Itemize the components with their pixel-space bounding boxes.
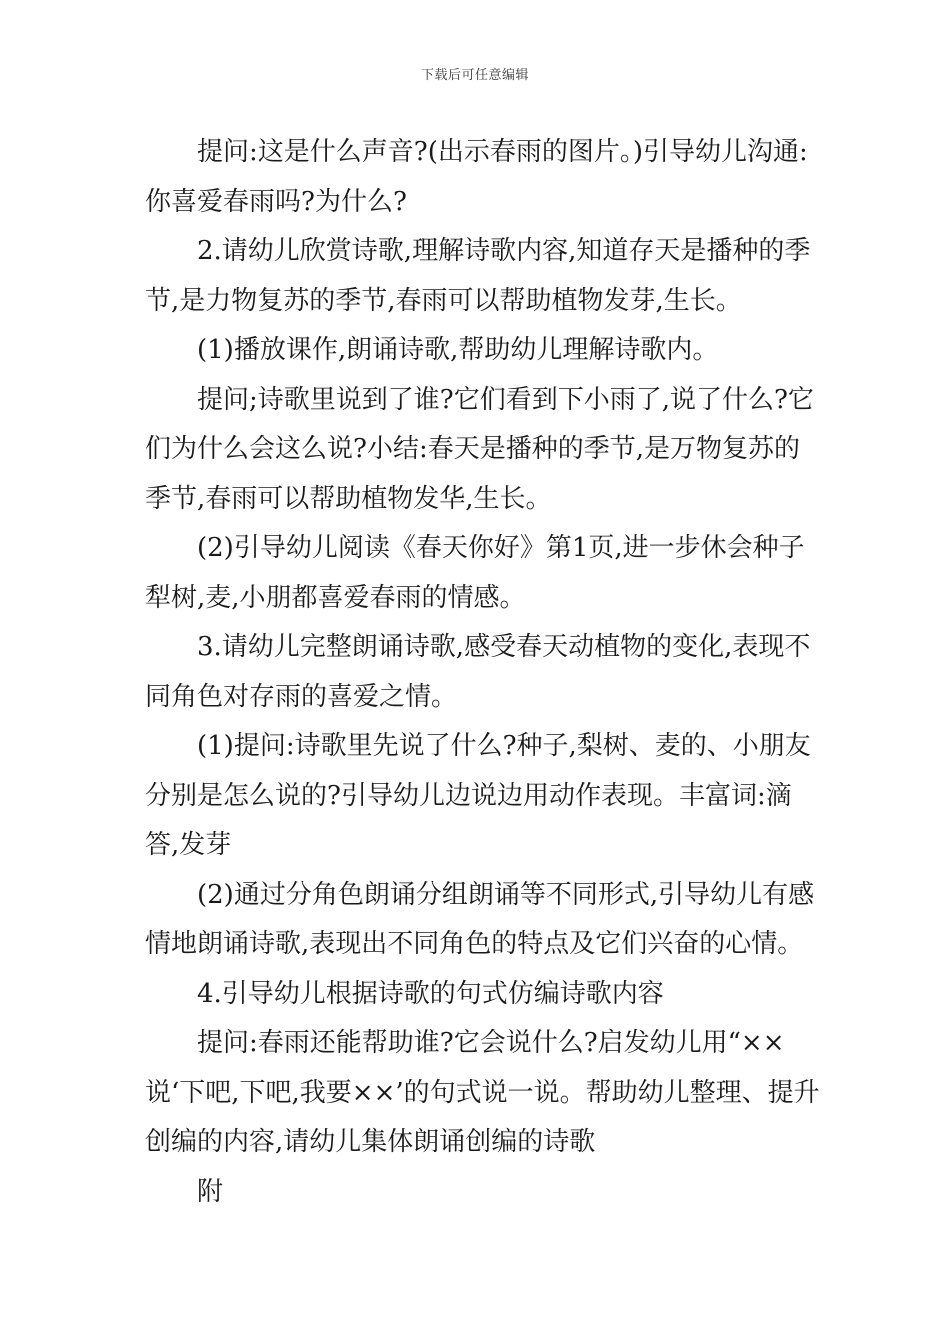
paragraph-step-3-2: (2)通过分角色朗诵分组朗诵等不同形式,引导幼儿有感情地朗诵诗歌,表现出不同角色的特点及它们兴奋的心情。 [145, 879, 815, 959]
paragraph-step-3: 3.请幼儿完整朗诵诗歌,感受春天动植物的变化,表现不同角色对存雨的喜爱之情。 [145, 632, 811, 712]
paragraph-step-3-1: (1)提问:诗歌里先说了什么?种子,梨树、麦的、小朋友分别是怎么说的?引导幼儿边说边用动作表现。丰富词:滴答,发芽 [145, 731, 811, 860]
page-header: 下载后可任意编辑 [420, 68, 529, 83]
paragraph-question-2: 提问;诗歌里说到了谁?它们看到下小雨了,说了什么?它们为什么会这么说?小结:春天是播种的季节,是万物复苏的季节,春雨可以帮助植物发华,生长。 [145, 384, 814, 514]
paragraph-step-2-1: (1)播放课作,朗诵诗歌,帮助幼儿理解诗歌内。 [197, 335, 719, 365]
paragraph-question-1: 提问:这是什么声音?(出示春雨的图片。)引导幼儿沟通:你喜爱春雨吗?为什么? [145, 137, 808, 217]
paragraph-step-2-2: (2)引导幼儿阅读《春天你好》第1页,进一步休会种子犁树,麦,小朋都喜爱春雨的情感。 [145, 533, 805, 613]
paragraph-step-4: 4.引导幼儿根据诗歌的句式仿编诗歌内容 [197, 978, 664, 1009]
document-body [145, 128, 825, 1217]
paragraph-appendix: 附 [197, 1176, 224, 1207]
paragraph-step-2: 2.请幼儿欣赏诗歌,理解诗歌内容,知道存天是播种的季节,是力物复苏的季节,春雨可以帮助植物发芽,生长。 [145, 236, 811, 316]
paragraph-question-3: 提问:春雨还能帮助谁?它会说什么?启发幼儿用“××说‘下吧,下吧,我要××’的句式说一说。帮助幼儿整理、提升创编的内容,请幼儿集体朗诵创编的诗歌 [145, 1028, 820, 1157]
